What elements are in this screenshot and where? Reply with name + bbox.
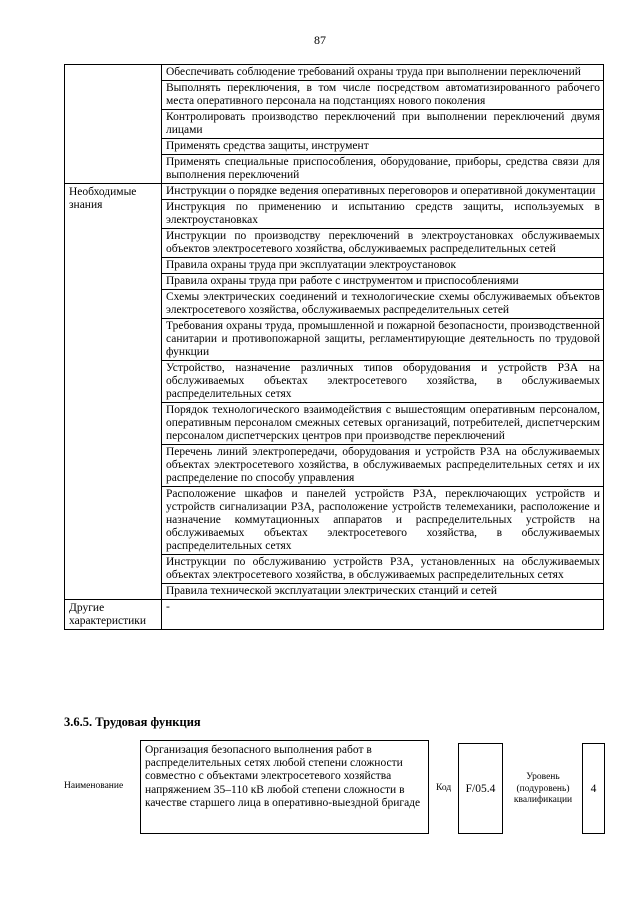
page-number: 87 [314,33,326,47]
row-text: - [162,600,604,630]
row-text: Инструкции по производству переключений в электроустановках обслуживаемых объектов электросетевого хозяйства, обслуживаемых распределительных сетей [162,229,604,258]
row-text: Инструкции по обслуживанию устройств РЗА, установленных на обслуживаемых объектах электросетевого хозяйства, в обслуживаемых распределительных сетях [162,555,604,584]
row-text: Расположение шкафов и панелей устройств РЗА, переключающих устройств и устройств сигнализации РЗА, расположение устройств телемеханики, расположение и назначение коммутационных аппаратов и распределительных устройств на обслуживаемых объектах электросетевого хозяйства, в обслуживаемых распределительных сетях [162,487,604,555]
table-row [65,600,604,630]
code-label: Код [436,783,452,793]
name-label: Наименование [64,781,124,791]
row-text: Устройство, назначение различных типов оборудования и устройств РЗА на обслуживаемых объектах электросетевого хозяйства, в обслуживаемых распределительных сетях [162,361,604,403]
row-text: Инструкции о порядке ведения оперативных переговоров и оперативной документации [162,184,604,200]
row-text: Выполнять переключения, в том числе посредством автоматизированного рабочего места оперативного персонала на подстанциях нового поколения [162,81,604,110]
section-heading: 3.6.5. Трудовая функция [64,715,201,729]
row-text: Применять средства защиты, инструмент [162,139,604,155]
row-text: Контролировать производство переключений при выполнении переключений двумя лицами [162,110,604,139]
row-text: Обеспечивать соблюдение требований охраны труда при выполнении переключений [162,65,604,81]
function-name-box: Организация безопасного выполнения работ в распределительных сетях любой степени сложности совместно с объектами электросетевого хозяйства напряжением 35–110 кВ любой степени сложности в качестве старшего лица в оперативно-выездной бригаде [140,740,429,834]
row-text: Схемы электрических соединений и технологические схемы обслуживаемых объектов электросетевого хозяйства, обслуживаемых распределительных сетей [162,290,604,319]
row-text: Перечень линий электропередачи, оборудования и устройств РЗА на обслуживаемых объектах электросетевого хозяйства, в обслуживаемых распределительных сетях и их распределение по способу управления [162,445,604,487]
function-code-box: F/05.4 [458,743,503,834]
row-text: Правила охраны труда при эксплуатации электроустановок [162,258,604,274]
row-text: Правила охраны труда при работе с инструментом и приспособлениями [162,274,604,290]
table-row [65,184,604,200]
requirements-table [64,64,604,630]
row-text: Применять специальные приспособления, оборудование, приборы, средства связи для выполнения переключений [162,155,604,184]
row-text: Порядок технологического взаимодействия с вышестоящим оперативным персоналом, оперативным персоналом смежных сетевых организаций, потребителей, диспетчерским персоналом диспетчерских центров при производстве переключений [162,403,604,445]
other-characteristics-label: Другие характеристики [65,600,162,630]
qualification-level-box: 4 [582,743,605,834]
table-row [65,65,604,81]
row-text: Правила технической эксплуатации электрических станций и сетей [162,584,604,600]
row-label [65,65,162,184]
qualification-level-label: Уровень (подуровень) квалификации [513,772,573,805]
row-text: Требования охраны труда, промышленной и пожарной безопасности, производственной санитарии и противопожарной защиты, регламентирующие деятельность по трудовой функции [162,319,604,361]
required-knowledge-label: Необходимые знания [65,184,162,600]
row-text: Инструкция по применению и испытанию средств защиты, используемых в электроустановках [162,200,604,229]
